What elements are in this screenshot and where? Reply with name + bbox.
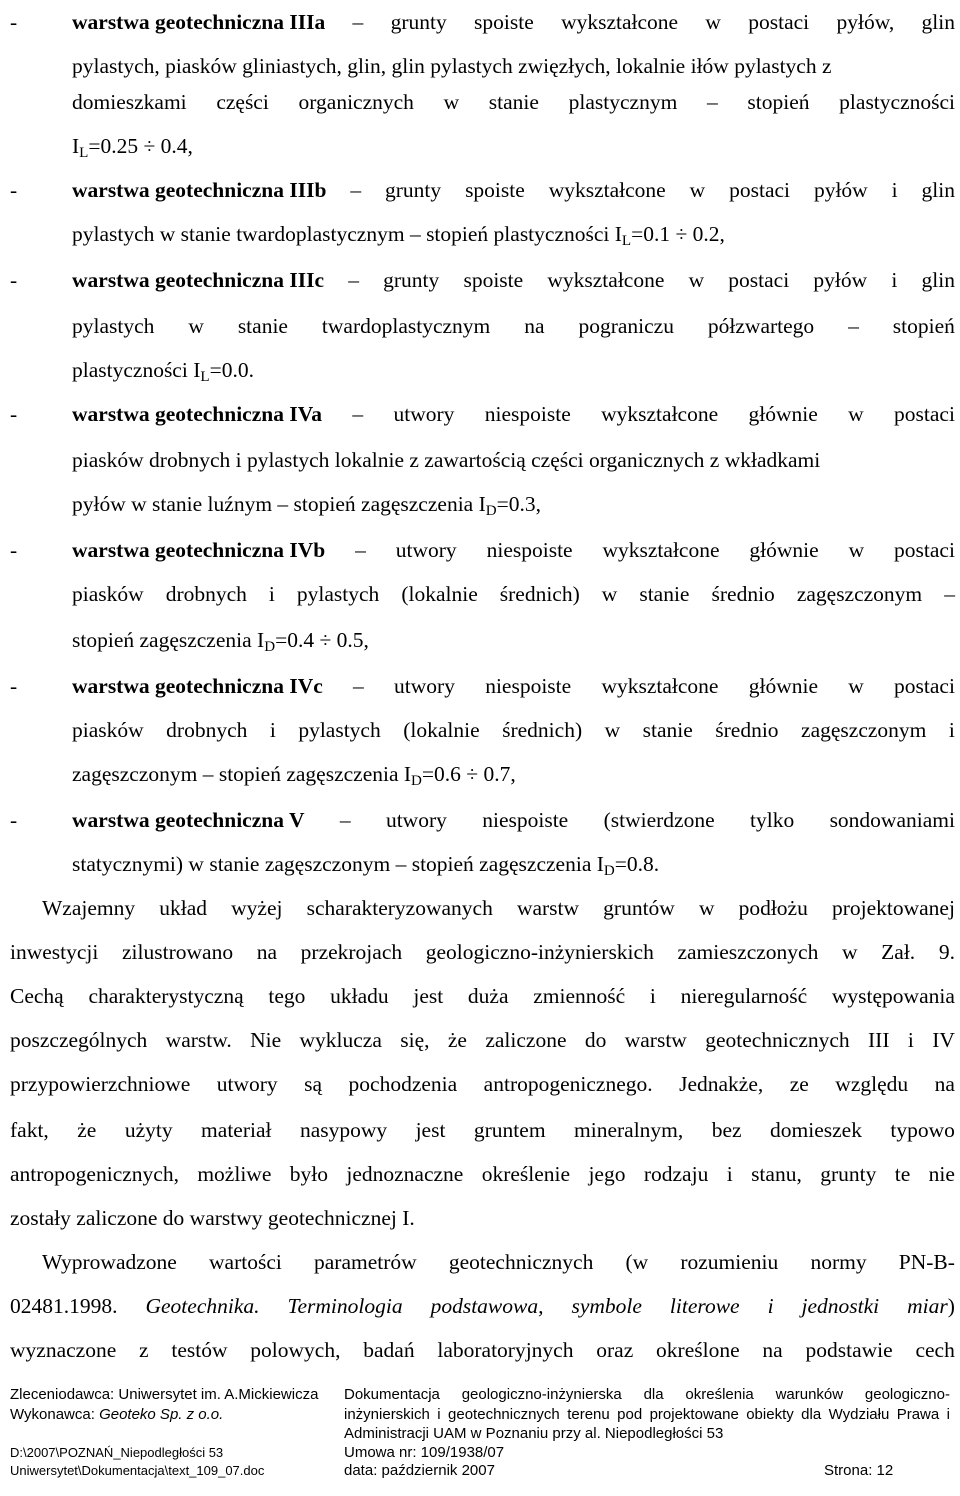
word: te	[894, 1162, 911, 1186]
footer-page-number: Strona: 12	[824, 1462, 894, 1479]
word: zaliczone	[485, 1028, 567, 1052]
italic-word: jednostki	[801, 1294, 880, 1318]
text: =0.6 ÷ 0.7,	[421, 762, 516, 786]
word: stanie	[642, 718, 693, 742]
footer-left	[10, 1382, 340, 1496]
word: stanu,	[751, 1162, 802, 1186]
word: w	[188, 314, 204, 338]
word: głównie	[748, 674, 818, 698]
footer-contractor-label: Wykonawca:	[10, 1406, 100, 1423]
text: =0.3,	[496, 492, 542, 516]
word: występowania	[831, 984, 955, 1008]
word: przypowierzchniowe	[10, 1072, 191, 1096]
word: możliwe	[197, 1162, 272, 1186]
word: wykształcone	[601, 674, 719, 698]
word: –	[944, 582, 955, 606]
word: niespoiste	[484, 402, 571, 426]
page-footer	[0, 1382, 960, 1496]
word: w	[848, 538, 865, 562]
word: w	[698, 896, 715, 920]
word: normy	[810, 1250, 867, 1274]
layer-line	[72, 80, 955, 124]
word: mineralnym,	[574, 1118, 684, 1142]
footer-client: Zleceniodawca: Uniwersytet im. A.Mickiewicza	[10, 1386, 319, 1403]
word: średnich)	[499, 582, 580, 606]
word: dla	[643, 1386, 664, 1403]
word: geologiczno-inżynierskich	[425, 940, 654, 964]
list-dash: -	[10, 808, 18, 832]
word: (w	[625, 1250, 649, 1274]
layer-name: warstwa geotechniczna IVa	[72, 402, 323, 426]
word: plastyczności	[839, 90, 955, 114]
layer-name: warstwa geotechniczna IVc	[72, 674, 323, 698]
layer-line	[72, 528, 955, 572]
word: i	[437, 1406, 441, 1423]
word: względu	[835, 1072, 909, 1096]
word: badań	[363, 1338, 415, 1362]
word: w	[841, 940, 858, 964]
word: półzwartego	[707, 314, 815, 338]
word: stanie	[237, 314, 288, 338]
word: –	[355, 538, 366, 562]
word: Dokumentacja	[344, 1386, 440, 1403]
word: Wydziału	[828, 1406, 890, 1423]
footer-path-2: Uniwersytet\Dokumentacja\text_109_07.doc	[10, 1463, 265, 1478]
layer-line	[72, 482, 541, 526]
word: na	[762, 1338, 783, 1362]
word: –	[352, 10, 364, 34]
word: że	[77, 1118, 97, 1142]
word: domieszkami	[72, 90, 187, 114]
word: na	[524, 314, 545, 338]
word: twardoplastycznym	[321, 314, 491, 338]
word: grunty	[383, 268, 440, 292]
text: pyłów w stanie luźnym – stopień zagęszczenia I	[72, 492, 486, 516]
text: plastyczności I	[72, 358, 201, 382]
word: Jednakże,	[679, 1072, 764, 1096]
word: pograniczu	[578, 314, 674, 338]
word: grunty	[820, 1162, 877, 1186]
word: stanie	[639, 582, 690, 606]
word: warstw.	[165, 1028, 232, 1052]
word: wyklucza	[299, 1028, 382, 1052]
word: gruntów	[603, 896, 675, 920]
word: PN-B-	[898, 1250, 955, 1274]
word: zagęszczonym	[801, 718, 927, 742]
word: spoiste	[465, 178, 525, 202]
paragraph-line	[10, 1328, 955, 1372]
word: określenie	[481, 1162, 571, 1186]
word: organicznych	[298, 90, 414, 114]
word: geologiczno-inżynierska	[461, 1386, 622, 1403]
word: i	[268, 582, 275, 606]
word: układ	[159, 896, 208, 920]
word: –	[350, 178, 362, 202]
word: postaci	[894, 538, 955, 562]
word: i	[649, 984, 656, 1008]
word: domieszek	[770, 1118, 862, 1142]
list-dash: -	[10, 674, 18, 698]
word: pylastych	[298, 718, 381, 742]
word: obiekty	[746, 1406, 794, 1423]
word: utwory	[394, 674, 455, 698]
word: postaci	[894, 674, 955, 698]
word: i	[726, 1162, 733, 1186]
word: glin	[921, 268, 955, 292]
list-dash: -	[10, 268, 18, 292]
layer-line	[72, 124, 193, 168]
paragraph-line	[10, 1062, 955, 1106]
word: nieregularność	[680, 984, 808, 1008]
layer-line	[72, 258, 955, 302]
italic-word: Geotechnika.	[145, 1294, 260, 1318]
list-dash: -	[10, 178, 18, 202]
word: w	[601, 582, 618, 606]
word: sondowaniami	[829, 808, 955, 832]
word: pyłów,	[836, 10, 895, 34]
text: =0.8.	[614, 852, 660, 876]
word: Cechą	[10, 984, 64, 1008]
word: nie	[928, 1162, 955, 1186]
subscript: D	[411, 772, 422, 789]
footer-doc-title-1	[344, 1386, 950, 1404]
paragraph-line	[10, 1108, 955, 1152]
word: i	[946, 1406, 950, 1423]
word: antropogenicznych,	[10, 1162, 179, 1186]
word: zmienność	[533, 984, 626, 1008]
word: drobnych	[165, 582, 247, 606]
word: tego	[268, 984, 306, 1008]
word: stopień	[892, 314, 955, 338]
word: cech	[915, 1338, 955, 1362]
text: zostały zaliczone do warstwy geotechnicznej I.	[10, 1206, 415, 1230]
paragraph-line	[10, 1018, 955, 1062]
word: parametrów	[314, 1250, 417, 1274]
word: w	[443, 90, 460, 114]
word: i	[948, 718, 955, 742]
word: pyłów	[813, 178, 868, 202]
word: gruntem	[473, 1118, 546, 1142]
word: wartości	[209, 1250, 282, 1274]
word: grunty	[385, 178, 442, 202]
word: się,	[400, 1028, 430, 1052]
layer-line	[72, 842, 659, 886]
subscript: L	[621, 232, 632, 249]
word: nasypowy	[299, 1118, 388, 1142]
word: 9.	[938, 940, 955, 964]
word: warunków	[775, 1386, 844, 1403]
word: ze	[789, 1072, 809, 1096]
word: w	[604, 718, 621, 742]
text: )	[947, 1294, 955, 1318]
word: pochodzenia	[348, 1072, 458, 1096]
word: w	[848, 402, 864, 426]
list-dash: -	[10, 402, 18, 426]
list-dash: -	[10, 538, 18, 562]
footer-contract: Umowa nr: 109/1938/07	[344, 1444, 505, 1461]
text: =0.25 ÷ 0.4,	[88, 134, 193, 158]
word: w	[688, 268, 705, 292]
word: –	[352, 402, 364, 426]
word: użyty	[124, 1118, 173, 1142]
layer-line	[72, 348, 254, 392]
word: układu	[330, 984, 389, 1008]
layer-name: warstwa geotechniczna V	[72, 808, 305, 832]
word: wykształcone	[547, 268, 665, 292]
word: terenu	[567, 1406, 610, 1423]
word: 02481.1998.	[10, 1294, 118, 1318]
word: spoiste	[463, 268, 524, 292]
layer-line	[72, 168, 955, 212]
word: głównie	[749, 538, 819, 562]
layer-line	[72, 304, 955, 348]
word: drobnych	[166, 718, 248, 742]
word: inżynierskich	[344, 1406, 430, 1423]
layer-line	[72, 438, 820, 482]
word: stanie	[488, 90, 539, 114]
word: utwory	[393, 402, 455, 426]
word: Wyprowadzone	[42, 1250, 177, 1274]
word: wykształcone	[548, 178, 666, 202]
word: rodzaju	[643, 1162, 709, 1186]
word: glin	[921, 10, 955, 34]
word: podstawie	[805, 1338, 893, 1362]
word: Zał.	[881, 940, 916, 964]
word: duża	[467, 984, 509, 1008]
text: zagęszczonym – stopień zagęszczenia I	[72, 762, 412, 786]
text: statycznymi) w stanie zagęszczonym – stopień zagęszczenia I	[72, 852, 604, 876]
word: postaci	[894, 402, 955, 426]
footer-date: data: październik 2007	[344, 1462, 495, 1479]
layer-line	[72, 618, 369, 662]
word: zamieszczonych	[677, 940, 819, 964]
footer-doc-title-3: Administracji UAM w Poznaniu przy al. Niepodległości 53	[344, 1425, 724, 1442]
subscript: L	[200, 368, 210, 385]
footer-contractor	[10, 1406, 223, 1424]
word: charakterystyczną	[88, 984, 244, 1008]
subscript: L	[79, 144, 89, 161]
word: utwory	[385, 808, 447, 832]
word: fakt,	[10, 1118, 49, 1142]
word-group	[907, 1284, 955, 1328]
paragraph-line	[42, 1240, 955, 1284]
word: Wzajemny	[42, 896, 136, 920]
word: określone	[656, 1338, 740, 1362]
paragraph-line	[10, 974, 955, 1018]
word: –	[706, 90, 718, 114]
word: jednoznaczne	[346, 1162, 464, 1186]
word: i	[907, 1028, 914, 1052]
word: i	[891, 268, 898, 292]
paragraph-line	[10, 1152, 955, 1196]
word: zagęszczonym	[796, 582, 923, 606]
word: podłożu	[738, 896, 808, 920]
word: –	[348, 268, 359, 292]
word: wyznaczone	[10, 1338, 117, 1362]
italic-word: miar	[907, 1294, 948, 1318]
text: pylastych, piasków gliniastych, glin, glin pylastych zwięzłych, lokalnie iłów pylastych z	[72, 54, 832, 78]
word: –	[353, 674, 364, 698]
word: laboratoryjnych	[437, 1338, 574, 1362]
word: dla	[801, 1406, 822, 1423]
italic-word: Terminologia	[287, 1294, 403, 1318]
footer-right	[344, 1382, 950, 1496]
subscript: D	[603, 862, 615, 879]
layer-line	[72, 392, 955, 436]
footer-doc-title-2	[344, 1406, 950, 1424]
word: wykształcone	[601, 402, 719, 426]
word: geologiczno-	[864, 1386, 950, 1403]
word: testów	[171, 1338, 228, 1362]
word: projektowanej	[831, 896, 955, 920]
word: średnich)	[502, 718, 583, 742]
word: są	[304, 1072, 323, 1096]
text: =0.4 ÷ 0.5,	[275, 628, 369, 652]
word: w	[705, 10, 721, 34]
word: inwestycji	[10, 940, 99, 964]
word: (stwierdzone	[603, 808, 715, 832]
word: i	[891, 178, 898, 202]
word: utwory	[216, 1072, 278, 1096]
word: geotechnicznych	[448, 1250, 594, 1274]
layer-name: warstwa geotechniczna IIIb	[72, 178, 327, 202]
text: =0.0.	[209, 358, 254, 382]
word: pod	[617, 1406, 643, 1423]
word: (lokalnie	[401, 582, 478, 606]
layer-line	[72, 798, 955, 842]
word: z	[139, 1338, 149, 1362]
word: –	[339, 808, 351, 832]
list-dash: -	[10, 10, 18, 34]
word: IV	[932, 1028, 955, 1052]
layer-name: warstwa geotechniczna IVb	[72, 538, 326, 562]
layer-line	[72, 0, 955, 44]
word: na	[934, 1072, 955, 1096]
italic-word: symbole	[571, 1294, 642, 1318]
layer-line	[72, 708, 955, 752]
word: Prawa	[896, 1406, 940, 1423]
word: przekrojach	[300, 940, 403, 964]
word: postaci	[728, 268, 790, 292]
word: oraz	[596, 1338, 634, 1362]
text: pylastych w stanie twardoplastycznym – stopień plastyczności I	[72, 222, 622, 246]
word: było	[289, 1162, 328, 1186]
word: III	[868, 1028, 890, 1052]
word: plastycznym	[568, 90, 678, 114]
word: średnio	[715, 718, 779, 742]
word: stopień	[747, 90, 810, 114]
layer-name: warstwa geotechniczna IIIa	[72, 10, 326, 34]
layer-line	[72, 664, 955, 708]
paragraph-line	[10, 930, 955, 974]
word: (lokalnie	[403, 718, 480, 742]
layer-name: warstwa geotechniczna IIIc	[72, 268, 324, 292]
word: wykształcone	[561, 10, 679, 34]
word: określenia	[685, 1386, 754, 1403]
text: I	[72, 134, 80, 158]
word: glin	[921, 178, 955, 202]
subscript: D	[264, 638, 276, 655]
footer-path-1: D:\2007\POZNAŃ_Niepodległości 53	[10, 1445, 224, 1460]
word: głównie	[748, 402, 818, 426]
word: i	[269, 718, 276, 742]
word: materiał	[201, 1118, 272, 1142]
word: jest	[415, 1118, 446, 1142]
italic-word: podstawowa,	[430, 1294, 544, 1318]
text: =0.1 ÷ 0.2,	[631, 222, 725, 246]
layer-line	[72, 212, 725, 256]
word: bez	[711, 1118, 742, 1142]
word: części	[216, 90, 269, 114]
subscript: D	[485, 502, 497, 519]
word: postaci	[748, 10, 810, 34]
word: zilustrowano	[122, 940, 234, 964]
word: że	[447, 1028, 467, 1052]
word: postaci	[729, 178, 791, 202]
word: rozumieniu	[680, 1250, 779, 1274]
text: piasków drobnych i pylastych lokalnie z zawartością części organicznych z wkładkami	[72, 448, 821, 472]
paragraph-line	[10, 1284, 955, 1328]
word: niespoiste	[482, 808, 569, 832]
word: spoiste	[474, 10, 534, 34]
word: piasków	[72, 718, 144, 742]
word: antropogenicznego.	[483, 1072, 653, 1096]
italic-word: i	[767, 1294, 774, 1318]
word: do	[584, 1028, 607, 1052]
text: stopień zagęszczenia I	[72, 628, 265, 652]
footer-contractor-name: Geoteko Sp. z o.o.	[99, 1406, 224, 1423]
word: geotechnicznych	[448, 1406, 560, 1423]
word: typowo	[890, 1118, 955, 1142]
word: wyżej	[231, 896, 283, 920]
word: poszczególnych	[10, 1028, 148, 1052]
word: geotechnicznych	[705, 1028, 850, 1052]
word: pylastych	[72, 314, 155, 338]
word: jest	[413, 984, 444, 1008]
word: Nie	[250, 1028, 282, 1052]
word: piasków	[72, 582, 144, 606]
layer-line	[72, 752, 516, 796]
word: utwory	[395, 538, 457, 562]
word: grunty	[390, 10, 447, 34]
word: polowych,	[250, 1338, 341, 1362]
word: niespoiste	[486, 538, 573, 562]
word: wykształcone	[602, 538, 720, 562]
word: niespoiste	[485, 674, 572, 698]
word: warstw	[624, 1028, 687, 1052]
paragraph-line	[10, 1196, 415, 1240]
word: w	[689, 178, 706, 202]
word: na	[256, 940, 278, 964]
word: scharakteryzowanych	[306, 896, 493, 920]
word: jego	[588, 1162, 626, 1186]
word: warstw	[516, 896, 580, 920]
word: –	[848, 314, 859, 338]
word: w	[848, 674, 864, 698]
word: średnio	[711, 582, 775, 606]
word: pyłów	[813, 268, 868, 292]
word: projektowane	[649, 1406, 739, 1423]
italic-word: literowe	[669, 1294, 740, 1318]
word: pylastych	[296, 582, 380, 606]
paragraph-line	[42, 886, 955, 930]
word: tylko	[750, 808, 795, 832]
layer-line	[72, 572, 955, 616]
